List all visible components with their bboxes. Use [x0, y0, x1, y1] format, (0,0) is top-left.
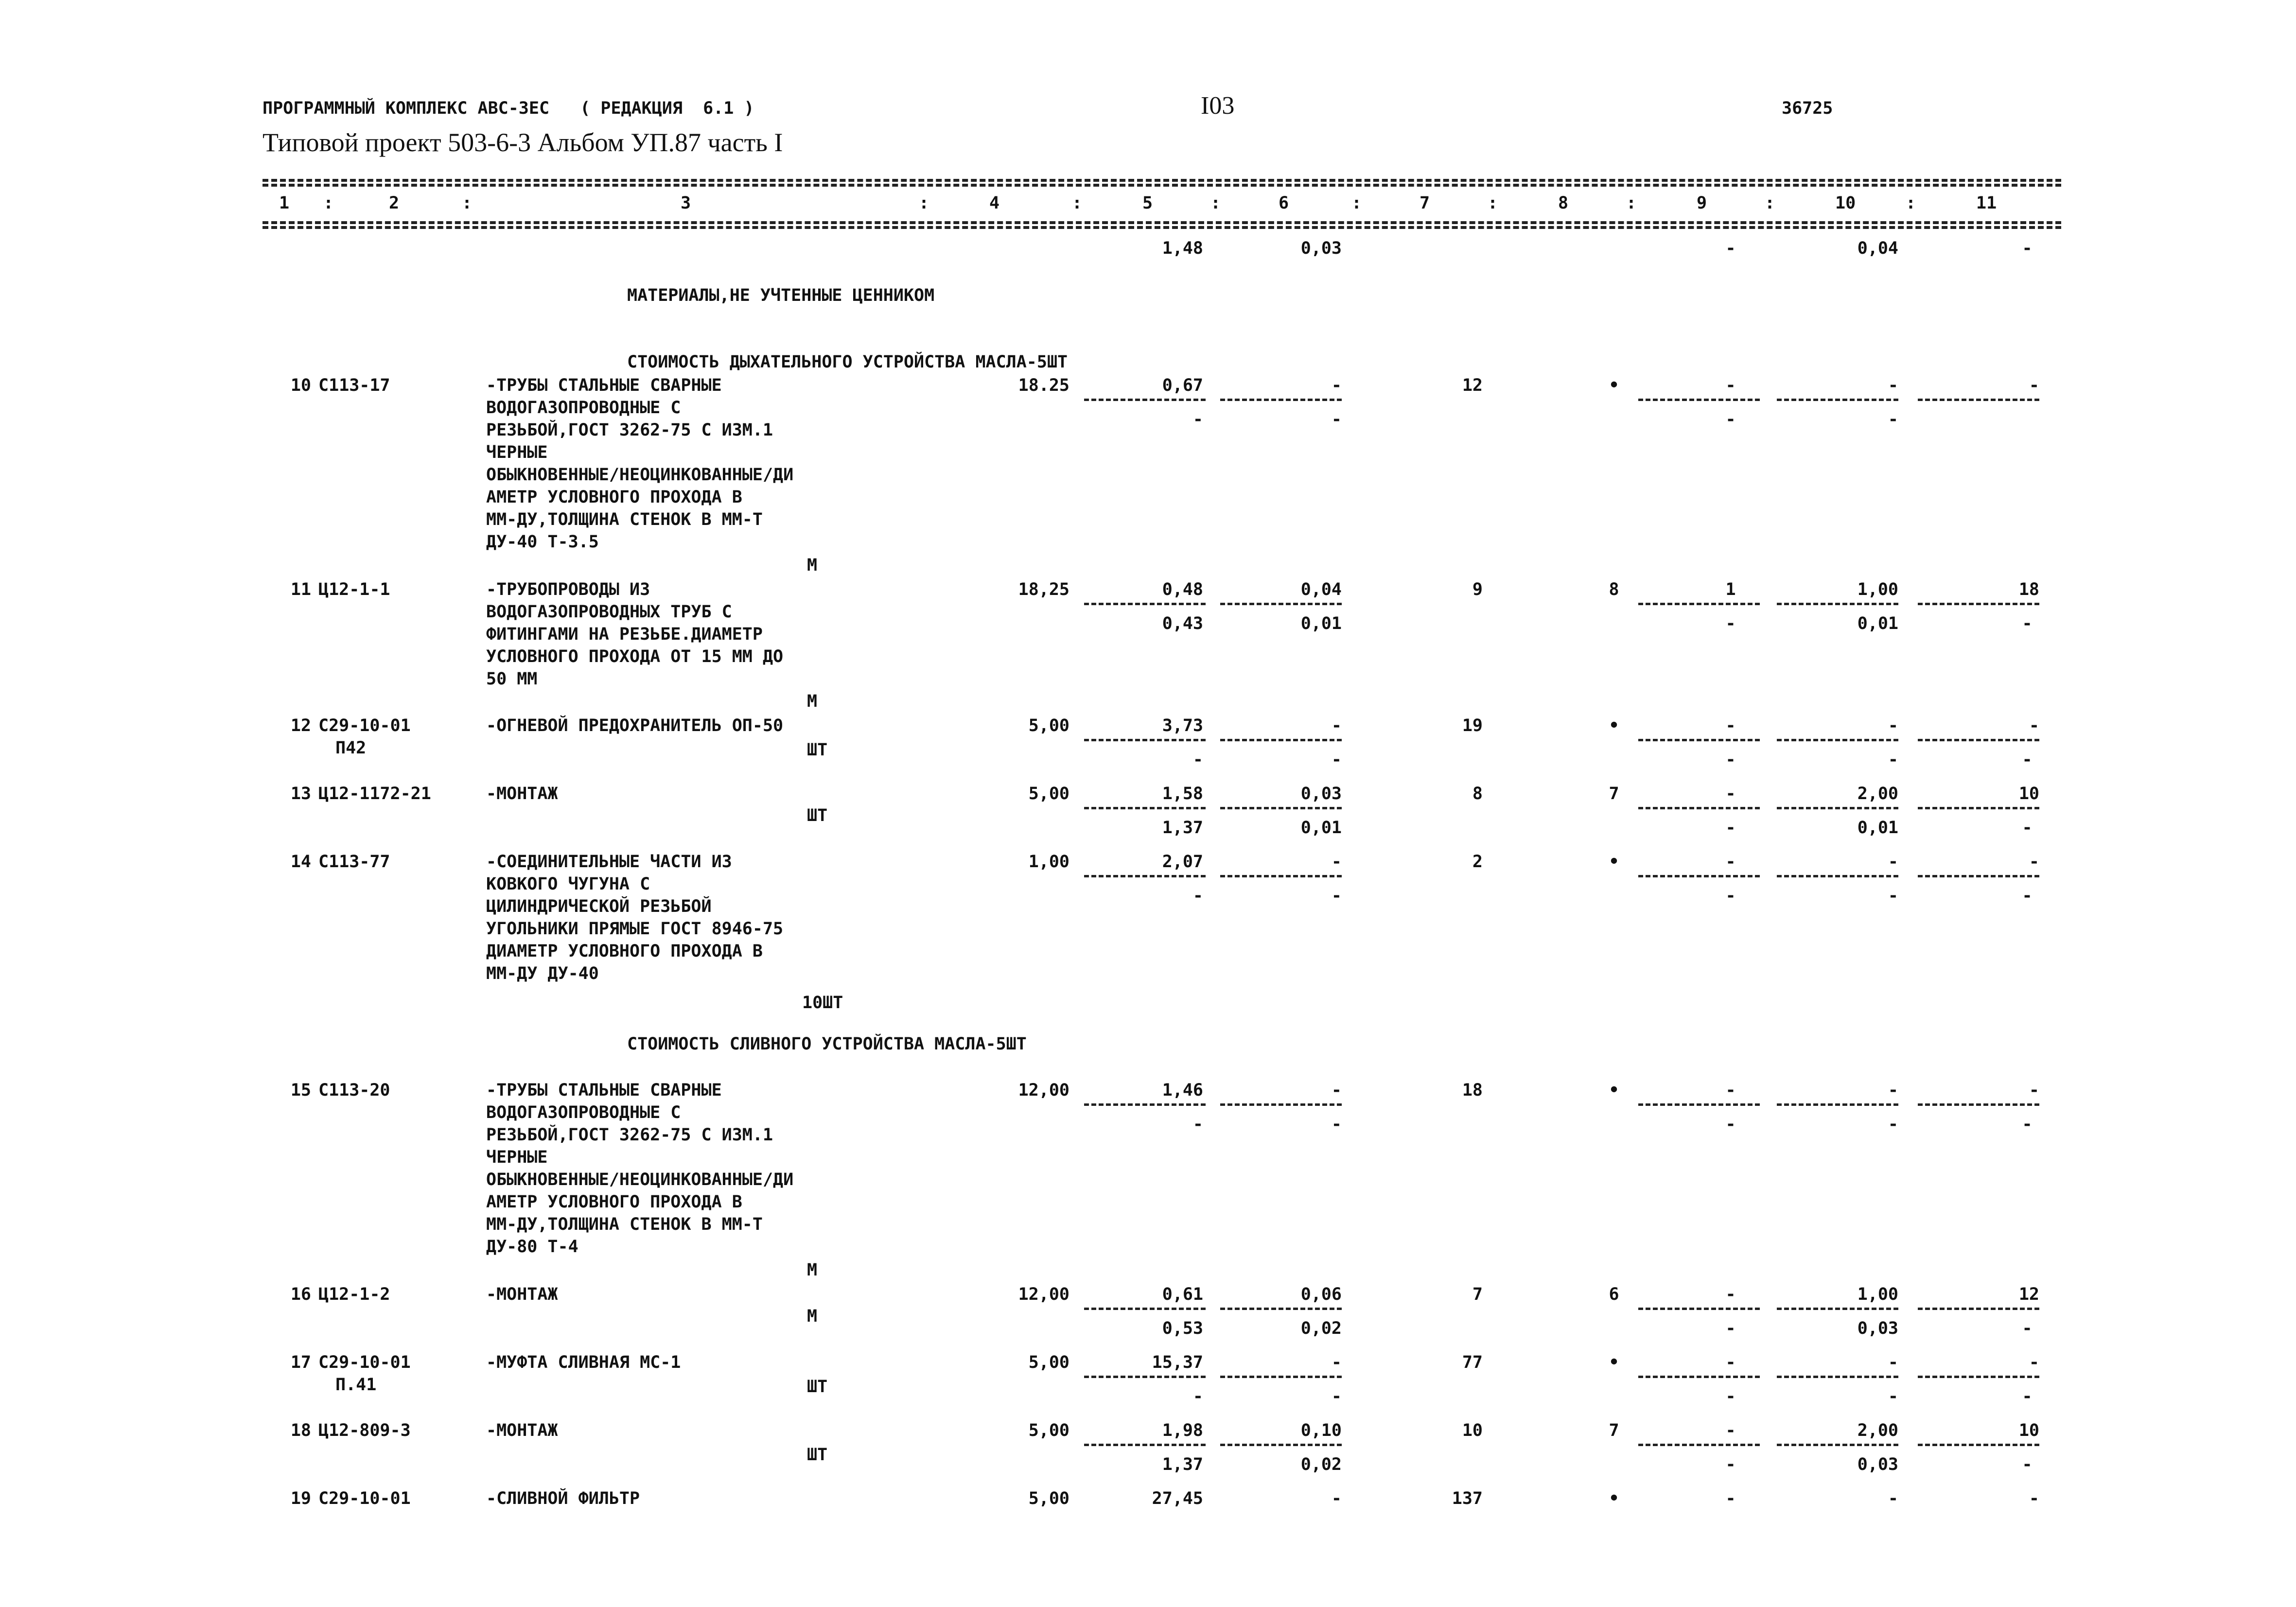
- row-col5-dash-rule: [1084, 1308, 1206, 1310]
- row-col5: 3,73: [1162, 716, 1203, 735]
- row-col6-dash-rule: [1220, 739, 1342, 741]
- row-col9-dash-rule: [1638, 875, 1760, 877]
- row-col9-sub: -: [1725, 410, 1736, 429]
- row-col11-dash-rule: [1918, 1308, 2039, 1310]
- row-col10-sub: -: [1888, 1115, 1898, 1134]
- table-header-rule-2: [263, 226, 2061, 229]
- row-description: АМЕТР УСЛОВНОГО ПРОХОДА В: [486, 488, 742, 507]
- row-quantity: 18,25: [1018, 580, 1069, 599]
- row-number: 18: [290, 1421, 311, 1440]
- row-col11: -: [2029, 852, 2039, 872]
- row-quantity: 12,00: [1018, 1285, 1069, 1304]
- col-sep: :: [1351, 193, 1362, 213]
- row-col8: 7: [1609, 784, 1619, 804]
- row-col11-sub: -: [2022, 1455, 2033, 1474]
- row-col10: -: [1888, 1489, 1898, 1508]
- row-description: ДИАМЕТР УСЛОВНОГО ПРОХОДА В: [486, 942, 763, 961]
- row-col6-dash-rule: [1220, 1444, 1342, 1446]
- row-col7: 10: [1462, 1421, 1483, 1440]
- row-code-suffix: П.41: [335, 1375, 377, 1395]
- row-description: ВОДОГАЗОПРОВОДНЫХ ТРУБ С: [486, 602, 732, 622]
- row-col10-dash-rule: [1777, 1103, 1898, 1106]
- row-col5: 2,07: [1162, 852, 1203, 872]
- row-col6-dash-rule: [1220, 1308, 1342, 1310]
- row-col10: -: [1888, 376, 1898, 395]
- col-sep: :: [1488, 193, 1498, 213]
- row-col10-sub: -: [1888, 1387, 1898, 1406]
- row-col9: -: [1725, 784, 1736, 804]
- row-col8: 7: [1609, 1421, 1619, 1440]
- row-description: ДУ-80 Т-4: [486, 1237, 578, 1257]
- row-description: УСЛОВНОГО ПРОХОДА ОТ 15 ММ ДО: [486, 647, 784, 666]
- row-description: ФИТИНГАМИ НА РЕЗЬБЕ.ДИАМЕТР: [486, 625, 763, 644]
- row-col5-sub: -: [1192, 410, 1203, 429]
- row-description: ВОДОГАЗОПРОВОДНЫЕ С: [486, 1103, 681, 1122]
- row-col11-dash-rule: [1918, 807, 2039, 809]
- row-col9-dash-rule: [1638, 1376, 1760, 1378]
- row-col5-sub: 0,53: [1162, 1319, 1203, 1338]
- row-col9-dash-rule: [1638, 1103, 1760, 1106]
- row-col10-dash-rule: [1777, 807, 1898, 809]
- row-description: ВОДОГАЗОПРОВОДНЫЕ С: [486, 398, 681, 418]
- row-quantity: 5,00: [1028, 1353, 1069, 1372]
- row-description: РЕЗЬБОЙ,ГОСТ 3262-75 С ИЗМ.1: [486, 420, 773, 440]
- row-col5: 1,58: [1162, 784, 1203, 804]
- row-col6-dash-rule: [1220, 807, 1342, 809]
- row-number: 15: [290, 1081, 311, 1100]
- row-description: ОБЫКНОВЕННЫЕ/НЕОЦИНКОВАННЫЕ/ДИ: [486, 1170, 794, 1189]
- row-col9-sub: -: [1725, 886, 1736, 906]
- row-col9: -: [1725, 716, 1736, 735]
- row-col11-sub: -: [2022, 750, 2033, 769]
- row-unit: М: [807, 692, 818, 711]
- row-col10-dash-rule: [1777, 1376, 1898, 1378]
- row-quantity: 5,00: [1028, 784, 1069, 804]
- col-header-1: 1: [279, 193, 290, 213]
- col-header-11: 11: [1976, 193, 1997, 213]
- row-col9-sub: -: [1725, 614, 1736, 633]
- table-top-rule: [263, 179, 2061, 182]
- row-number: 13: [290, 784, 311, 804]
- row-col9-sub: -: [1725, 1319, 1736, 1338]
- row-description: 50 ММ: [486, 669, 538, 689]
- row-col8: 6: [1609, 1285, 1619, 1304]
- row-col6-sub: -: [1331, 750, 1342, 769]
- row-col5-dash-rule: [1084, 1376, 1206, 1378]
- row-description: ДУ-40 Т-3.5: [486, 532, 599, 552]
- row-col10-sub: -: [1888, 886, 1898, 906]
- row-col11: -: [2029, 716, 2039, 735]
- row-col11: 12: [2018, 1285, 2039, 1304]
- row-description: -МОНТАЖ: [486, 1421, 558, 1440]
- row-col9-dash-rule: [1638, 399, 1760, 401]
- section-materials-heading: МАТЕРИАЛЫ,НЕ УЧТЕННЫЕ ЦЕННИКОМ: [627, 286, 935, 305]
- row-col10-dash-rule: [1777, 603, 1898, 605]
- row-col11-dash-rule: [1918, 875, 2039, 877]
- row-col5-sub: -: [1192, 1115, 1203, 1134]
- row-description: -СОЕДИНИТЕЛЬНЫЕ ЧАСТИ ИЗ: [486, 852, 732, 872]
- row-description: ЧЕРНЫЕ: [486, 1148, 548, 1167]
- row-code: С29-10-01: [318, 1489, 411, 1508]
- row-col9: -: [1725, 852, 1736, 872]
- row-col6: -: [1331, 1489, 1342, 1508]
- row-col11: 18: [2018, 580, 2039, 599]
- row-col6-dash-rule: [1220, 1376, 1342, 1378]
- row-col9-sub: -: [1725, 1115, 1736, 1134]
- row-col6: -: [1331, 376, 1342, 395]
- col-sep: :: [1072, 193, 1083, 213]
- row-col6: 0,03: [1300, 784, 1342, 804]
- row-code: С113-17: [318, 376, 390, 395]
- row-unit: М: [807, 556, 818, 575]
- row-col11-dash-rule: [1918, 1376, 2039, 1378]
- row-col5: 15,37: [1152, 1353, 1203, 1372]
- row-description: -ОГНЕВОЙ ПРЕДОХРАНИТЕЛЬ ОП-50: [486, 716, 784, 735]
- row-quantity: 5,00: [1028, 1421, 1069, 1440]
- row-col5-sub: -: [1192, 1387, 1203, 1406]
- row-col10: 2,00: [1857, 1421, 1898, 1440]
- col-header-8: 8: [1558, 193, 1569, 213]
- row-number: 11: [290, 580, 311, 599]
- col-header-5: 5: [1142, 193, 1153, 213]
- row-col11: 10: [2018, 1421, 2039, 1440]
- row-col10-dash-rule: [1777, 739, 1898, 741]
- row-description: -СЛИВНОЙ ФИЛЬТР: [486, 1489, 640, 1508]
- row-col9-dash-rule: [1638, 603, 1760, 605]
- row-unit: ШТ: [807, 806, 828, 825]
- row-description: -ТРУБОПРОВОДЫ ИЗ: [486, 580, 650, 599]
- row-col11-sub: -: [2022, 886, 2033, 906]
- row-col5-dash-rule: [1084, 399, 1206, 401]
- row-col5-dash-rule: [1084, 739, 1206, 741]
- row-col5-sub: 1,37: [1162, 818, 1203, 838]
- row-col10-sub: -: [1888, 410, 1898, 429]
- page-number: I03: [1201, 92, 1235, 120]
- col-header-10: 10: [1835, 193, 1856, 213]
- section-breather-heading: СТОИМОСТЬ ДЫХАТЕЛЬНОГО УСТРОЙСТВА МАСЛА-5ШТ: [627, 352, 1068, 372]
- row-col10-sub: 0,03: [1857, 1319, 1898, 1338]
- row-col8: •: [1609, 1489, 1619, 1508]
- row-col6: -: [1331, 852, 1342, 872]
- row-col9: -: [1725, 1285, 1736, 1304]
- row-description: -ТРУБЫ СТАЛЬНЫЕ СВАРНЫЕ: [486, 1081, 722, 1100]
- row-col11: -: [2029, 1081, 2039, 1100]
- row-number: 12: [290, 716, 311, 735]
- row-col11-dash-rule: [1918, 399, 2039, 401]
- row-col6: 0,06: [1300, 1285, 1342, 1304]
- row-number: 10: [290, 376, 311, 395]
- row-col6: -: [1331, 1081, 1342, 1100]
- row-code: Ц12-809-3: [318, 1421, 411, 1440]
- col-sep: :: [919, 193, 929, 213]
- total-col9: -: [1725, 239, 1736, 258]
- row-code: Ц12-1172-21: [318, 784, 431, 804]
- col-header-7: 7: [1420, 193, 1430, 213]
- row-col9-sub: -: [1725, 1387, 1736, 1406]
- row-col8: •: [1609, 716, 1619, 735]
- row-col5: 1,98: [1162, 1421, 1203, 1440]
- row-col5: 1,46: [1162, 1081, 1203, 1100]
- row-col6-sub: -: [1331, 1387, 1342, 1406]
- section-drain-heading: СТОИМОСТЬ СЛИВНОГО УСТРОЙСТВА МАСЛА-5ШТ: [627, 1034, 1027, 1054]
- row-col6-sub: 0,02: [1300, 1455, 1342, 1474]
- row-code: Ц12-1-1: [318, 580, 390, 599]
- row-number: 17: [290, 1353, 311, 1372]
- row-col11-sub: -: [2022, 614, 2033, 633]
- row-col7: 12: [1462, 376, 1483, 395]
- row-col7: 2: [1472, 852, 1483, 872]
- row-col8: •: [1609, 376, 1619, 395]
- row-col9: -: [1725, 1489, 1736, 1508]
- col-sep: :: [462, 193, 473, 213]
- col-header-9: 9: [1697, 193, 1707, 213]
- row-col5-sub: 1,37: [1162, 1455, 1203, 1474]
- row-col11-dash-rule: [1918, 1103, 2039, 1106]
- row-col11-sub: -: [2022, 818, 2033, 838]
- row-description: РЕЗЬБОЙ,ГОСТ 3262-75 С ИЗМ.1: [486, 1125, 773, 1145]
- row-quantity: 5,00: [1028, 716, 1069, 735]
- row-description: -МУФТА СЛИВНАЯ МС-1: [486, 1353, 681, 1372]
- row-col9-sub: -: [1725, 750, 1736, 769]
- row-description: УГОЛЬНИКИ ПРЯМЫЕ ГОСТ 8946-75: [486, 919, 784, 939]
- col-header-6: 6: [1279, 193, 1289, 213]
- row-col9-dash-rule: [1638, 807, 1760, 809]
- row-col10-sub: 0,01: [1857, 818, 1898, 838]
- row-code: С113-20: [318, 1081, 390, 1100]
- row-col9-sub: -: [1725, 1455, 1736, 1474]
- row-description: АМЕТР УСЛОВНОГО ПРОХОДА В: [486, 1192, 742, 1212]
- program-header: ПРОГРАММНЫЙ КОМПЛЕКС АВС-3ЕС ( РЕДАКЦИЯ 6.1 ): [263, 99, 754, 118]
- row-col11: -: [2029, 1489, 2039, 1508]
- row-col6: 0,10: [1300, 1421, 1342, 1440]
- col-sep: :: [1210, 193, 1221, 213]
- col-sep: :: [323, 193, 334, 213]
- row-col7: 8: [1472, 784, 1483, 804]
- row-col10-sub: -: [1888, 750, 1898, 769]
- row-col5: 0,67: [1162, 376, 1203, 395]
- row-col9-dash-rule: [1638, 1308, 1760, 1310]
- row-col8: •: [1609, 1081, 1619, 1100]
- row-description: -ТРУБЫ СТАЛЬНЫЕ СВАРНЫЕ: [486, 376, 722, 395]
- row-code: С29-10-01: [318, 716, 411, 735]
- row-unit: М: [807, 1307, 818, 1326]
- row-col5: 0,48: [1162, 580, 1203, 599]
- row-col9: 1: [1725, 580, 1736, 599]
- row-col11: 10: [2018, 784, 2039, 804]
- row-col6-sub: -: [1331, 1115, 1342, 1134]
- row-col5-sub: 0,43: [1162, 614, 1203, 633]
- row-col5: 27,45: [1152, 1489, 1203, 1508]
- row-col10-sub: 0,03: [1857, 1455, 1898, 1474]
- row-col10: 1,00: [1857, 580, 1898, 599]
- row-description: -МОНТАЖ: [486, 1285, 558, 1304]
- row-unit: ШТ: [807, 1445, 828, 1465]
- row-unit: М: [807, 1260, 818, 1280]
- row-number: 19: [290, 1489, 311, 1508]
- row-col11-sub: -: [2022, 1387, 2033, 1406]
- row-col10-dash-rule: [1777, 875, 1898, 877]
- row-col11: -: [2029, 376, 2039, 395]
- row-col9-dash-rule: [1638, 1444, 1760, 1446]
- row-col5-sub: -: [1192, 886, 1203, 906]
- row-description: ЦИЛИНДРИЧЕСКОЙ РЕЗЬБОЙ: [486, 897, 712, 916]
- row-unit: ШТ: [807, 1377, 828, 1397]
- project-title: Типовой проект 503-6-3 Альбом УП.87 часть I: [263, 128, 783, 157]
- row-col6-sub: 0,01: [1300, 818, 1342, 838]
- row-quantity: 12,00: [1018, 1081, 1069, 1100]
- row-col8: 8: [1609, 580, 1619, 599]
- col-sep: :: [1626, 193, 1637, 213]
- row-col10: -: [1888, 1081, 1898, 1100]
- row-col6: -: [1331, 1353, 1342, 1372]
- row-col9: -: [1725, 1081, 1736, 1100]
- row-col6: 0,04: [1300, 580, 1342, 599]
- row-col7: 9: [1472, 580, 1483, 599]
- row-col5-dash-rule: [1084, 1444, 1206, 1446]
- row-col10: -: [1888, 852, 1898, 872]
- row-col6-dash-rule: [1220, 875, 1342, 877]
- row-unit: 10ШТ: [802, 993, 843, 1013]
- col-sep: :: [1906, 193, 1916, 213]
- total-col10: 0,04: [1857, 239, 1898, 258]
- row-col6-sub: 0,02: [1300, 1319, 1342, 1338]
- row-description: КОВКОГО ЧУГУНА С: [486, 874, 650, 894]
- row-col10: -: [1888, 1353, 1898, 1372]
- row-col10-sub: 0,01: [1857, 614, 1898, 633]
- row-col10: 1,00: [1857, 1285, 1898, 1304]
- row-col5-dash-rule: [1084, 603, 1206, 605]
- row-col6-dash-rule: [1220, 399, 1342, 401]
- row-col11: -: [2029, 1353, 2039, 1372]
- row-quantity: 1,00: [1028, 852, 1069, 872]
- row-col6: -: [1331, 716, 1342, 735]
- row-quantity: 5,00: [1028, 1489, 1069, 1508]
- row-description: ММ-ДУ,ТОЛЩИНА СТЕНОК В ММ-Т: [486, 510, 763, 529]
- table-top-rule-2: [263, 184, 2061, 187]
- row-col11-sub: -: [2022, 1319, 2033, 1338]
- total-col5: 1,48: [1162, 239, 1203, 258]
- row-description: -МОНТАЖ: [486, 784, 558, 804]
- row-col5-dash-rule: [1084, 807, 1206, 809]
- row-col9-sub: -: [1725, 818, 1736, 838]
- row-description: ММ-ДУ ДУ-40: [486, 964, 599, 983]
- row-col7: 137: [1452, 1489, 1483, 1508]
- row-col11-dash-rule: [1918, 603, 2039, 605]
- row-col6-sub: 0,01: [1300, 614, 1342, 633]
- row-code: С29-10-01: [318, 1353, 411, 1372]
- col-header-3: 3: [681, 193, 691, 213]
- row-quantity: 18.25: [1018, 376, 1069, 395]
- row-col6-sub: -: [1331, 886, 1342, 906]
- row-col11-dash-rule: [1918, 1444, 2039, 1446]
- row-description: ЧЕРНЫЕ: [486, 443, 548, 462]
- row-unit: ШТ: [807, 740, 828, 760]
- row-col5-dash-rule: [1084, 875, 1206, 877]
- row-col10-dash-rule: [1777, 1444, 1898, 1446]
- row-col6-sub: -: [1331, 410, 1342, 429]
- row-col8: •: [1609, 852, 1619, 872]
- row-col9: -: [1725, 1421, 1736, 1440]
- row-description: ММ-ДУ,ТОЛЩИНА СТЕНОК В ММ-Т: [486, 1215, 763, 1234]
- row-col6-dash-rule: [1220, 603, 1342, 605]
- row-code: С113-77: [318, 852, 390, 872]
- row-code: Ц12-1-2: [318, 1285, 390, 1304]
- total-col6: 0,03: [1300, 239, 1342, 258]
- row-col6-dash-rule: [1220, 1103, 1342, 1106]
- row-col9: -: [1725, 376, 1736, 395]
- col-sep: :: [1765, 193, 1775, 213]
- row-number: 14: [290, 852, 311, 872]
- row-description: ОБЫКНОВЕННЫЕ/НЕОЦИНКОВАННЫЕ/ДИ: [486, 465, 794, 485]
- row-col7: 7: [1472, 1285, 1483, 1304]
- row-col5: 0,61: [1162, 1285, 1203, 1304]
- row-col10: 2,00: [1857, 784, 1898, 804]
- row-col10-dash-rule: [1777, 399, 1898, 401]
- column-header-row: [0, 192, 2296, 216]
- row-col7: 18: [1462, 1081, 1483, 1100]
- row-code-suffix: П42: [335, 738, 367, 758]
- row-col10: -: [1888, 716, 1898, 735]
- row-col11-sub: -: [2022, 1115, 2033, 1134]
- document-code: 36725: [1782, 99, 1833, 118]
- col-header-4: 4: [989, 193, 1000, 213]
- row-col8: •: [1609, 1353, 1619, 1372]
- total-col11: -: [2022, 239, 2033, 258]
- row-col7: 19: [1462, 716, 1483, 735]
- row-col5-sub: -: [1192, 750, 1203, 769]
- table-header-rule: [263, 221, 2061, 224]
- col-header-2: 2: [389, 193, 400, 213]
- row-col9-dash-rule: [1638, 739, 1760, 741]
- row-col10-dash-rule: [1777, 1308, 1898, 1310]
- row-number: 16: [290, 1285, 311, 1304]
- row-col9: -: [1725, 1353, 1736, 1372]
- row-col11-dash-rule: [1918, 739, 2039, 741]
- row-col5-dash-rule: [1084, 1103, 1206, 1106]
- row-col7: 77: [1462, 1353, 1483, 1372]
